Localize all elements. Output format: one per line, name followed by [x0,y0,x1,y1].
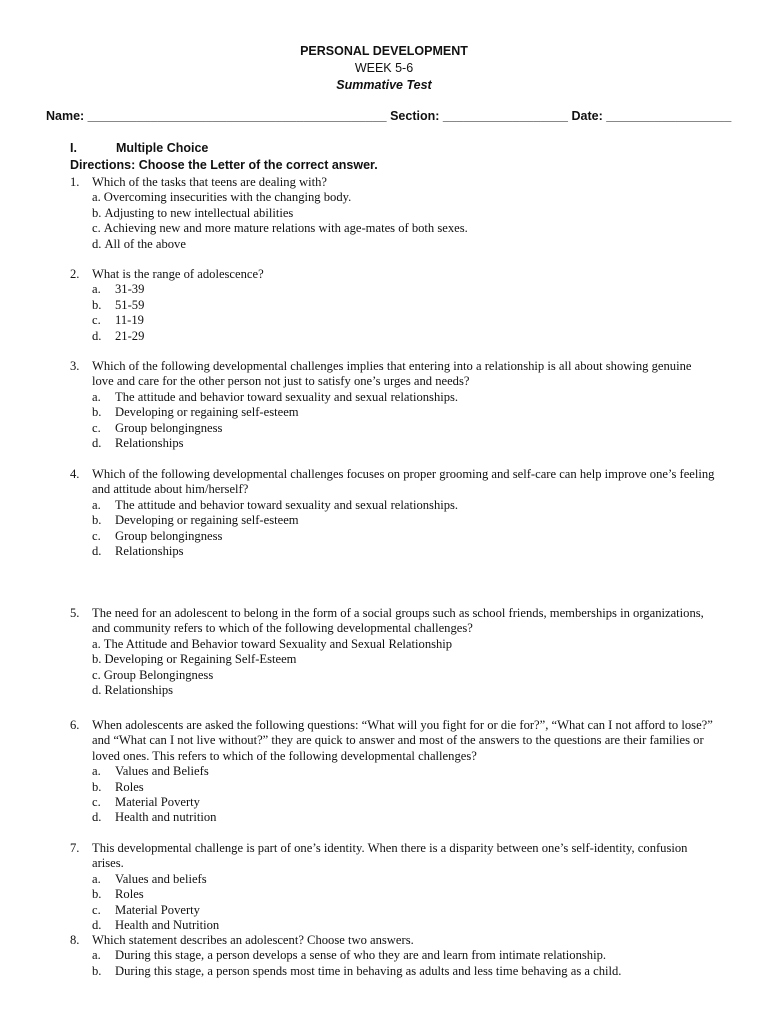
question-text: Which statement describes an adolescent? Choose two answers. [92,933,414,947]
question-text: Which of the following developmental challenges implies that entering into a relationship is all about showing genuine love and care for the other person not just to satisfy one’s urges and needs? [92,359,692,389]
question-text: When adolescents are asked the following questions: “What will you fight for or die for?”, “What can I not afford to lose?” and “What can I not live without?” they are quick to answer and most of the answers to the questions are their families or loved ones. This refers to which of the following developmental challenges? [92,718,713,763]
option-c: c. Achieving new and more mature relations with age-mates of both sexes. [92,221,468,236]
question-text: What is the range of adolescence? [92,267,264,281]
question-5 [70,606,715,698]
option-a: a. Overcoming insecurities with the changing body. [92,190,352,205]
question-text: The need for an adolescent to belong in the form of a social groups such as school friends, memberships in organizations, and community refers to which of the following developmental challenges? [92,606,704,636]
question-text: Which of the following developmental challenges focuses on proper grooming and self-care can help improve one’s feeling and attitude about him/herself? [92,467,715,497]
option-c: c. Material Poverty [92,795,200,809]
question-text: Which of the tasks that teens are dealing with? [92,175,328,189]
option-c: c. Material Poverty [92,902,200,917]
week-label: WEEK 5-6 [354,61,414,75]
option-b: b. Adjusting to new intellectual abilities [92,205,294,220]
question-number: 6. [70,718,80,732]
option-a: a. Values and Beliefs [92,764,209,779]
option-a: a. 31-39 [92,282,145,297]
question-8 [70,933,715,979]
question-number: 1. [70,175,80,189]
question-number: 2. [70,267,80,281]
option-d: d. All of the above [92,236,186,251]
question-number: 7. [70,841,80,855]
option-b: b. Developing or regaining self-esteem [92,513,299,528]
option-a: a. The Attitude and Behavior toward Sexuality and Sexual Relationship [92,636,453,651]
option-b: b. During this stage, a person spends most time in behaving as adults and less time behaving as a child. [92,963,622,978]
option-b: b. Developing or Regaining Self-Esteem [92,652,297,667]
option-b: b. Roles [92,779,144,794]
document-header [0,43,768,94]
student-info-line: Name: ___________________________________________ Section: __________________ Date: __________________ [46,109,732,123]
question-number: 5. [70,606,80,620]
option-d: d. 21-29 [92,328,145,343]
question-number: 4. [70,467,80,481]
section-title: Multiple Choice [116,141,209,155]
option-a: a. Values and beliefs [92,871,207,886]
option-b: b. 51-59 [92,297,145,312]
question-number: 8. [70,933,80,947]
question-3 [70,359,715,451]
option-a: a. The attitude and behavior toward sexuality and sexual relationships. [92,389,459,404]
option-a: a. During this stage, a person develops a sense of who they are and learn from intimate relationship. [92,948,607,963]
directions: Directions: Choose the Letter of the correct answer. [70,158,378,172]
question-text: This developmental challenge is part of one’s identity. When there is a disparity between one’s self-identity, confusion arises. [92,841,688,871]
question-number: 3. [70,359,80,373]
option-d: d. Relationships [92,543,184,558]
option-d: d. Health and Nutrition [92,917,220,932]
option-d: d. Relationships [92,682,174,697]
question-4 [70,467,715,559]
option-b: b. Developing or regaining self-esteem [92,405,299,420]
option-c: c. 11-19 [92,313,144,328]
option-b: b. Roles [92,887,144,902]
section-number: I. [70,141,77,155]
option-d: d. Relationships [92,435,184,450]
section-heading [70,141,208,155]
question-1 [70,175,715,252]
question-2 [70,267,715,344]
option-a: a. The attitude and behavior toward sexuality and sexual relationships. [92,497,459,512]
option-d: d. Health and nutrition [92,810,217,825]
question-6 [70,718,715,826]
option-c: c. Group Belongingness [92,667,214,682]
question-7 [70,841,715,933]
option-c: c. Group belongingness [92,528,223,543]
test-subtitle: Summative Test [336,78,432,92]
option-c: c. Group belongingness [92,420,223,435]
document-title: PERSONAL DEVELOPMENT [300,44,468,58]
